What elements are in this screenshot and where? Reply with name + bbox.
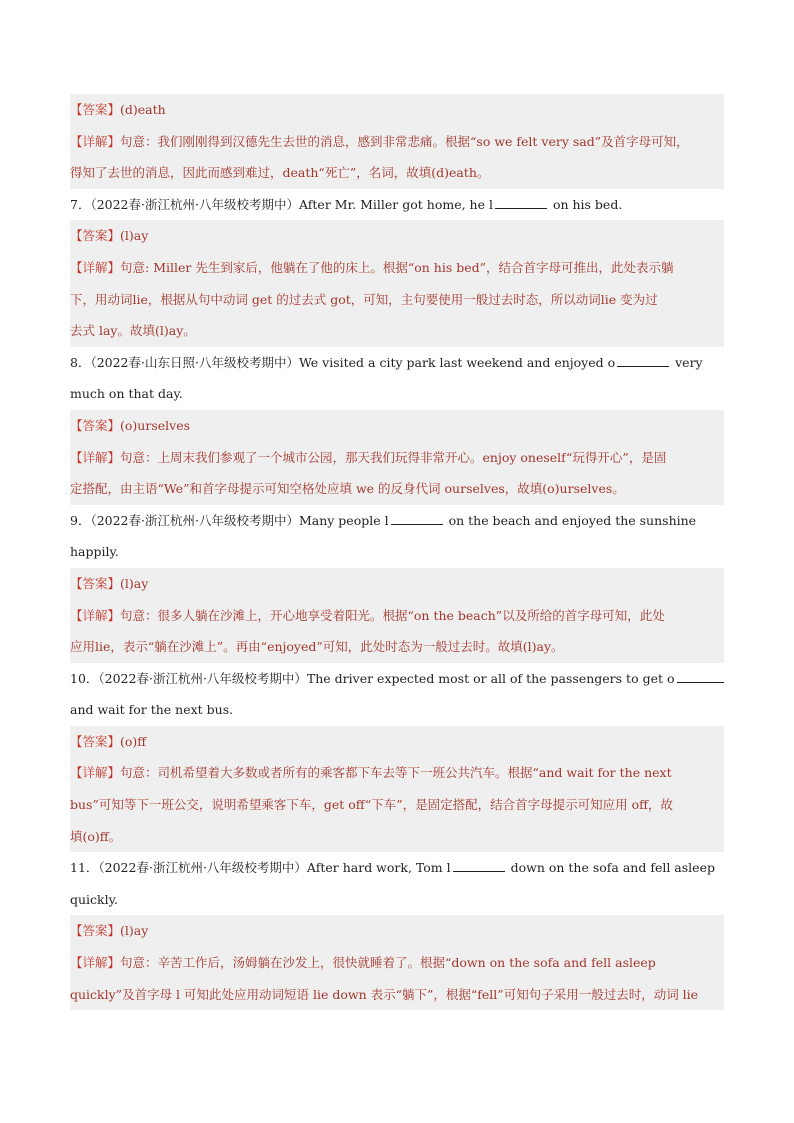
question-text: much on that day.	[70, 386, 183, 402]
answer-line	[70, 568, 724, 600]
detail-text: quickly”及首字母 l 可知此处应用动词短语 lie down 表示“躺下”，根据“fell”可知句子采用一般过去时，动词 lie	[70, 986, 699, 1002]
question-text: happily.	[70, 544, 119, 560]
answer-blank	[617, 354, 669, 367]
detail-text: 句意: Miller 先生到家后，他躺在了他的床上。根据“on his bed”，结合首字母可推出，此处表示躺	[120, 259, 674, 275]
answer-text: (o)ff	[120, 733, 147, 749]
answer-line	[70, 410, 724, 442]
detail-text: 填(o)ff。	[70, 828, 122, 844]
detail-line	[70, 157, 724, 189]
answer-line	[70, 726, 724, 758]
question-text: on his bed.	[548, 196, 623, 212]
question-text: and wait for the next bus.	[70, 702, 234, 718]
answer-blank	[495, 196, 547, 209]
question-text: 9．（2022春·浙江杭州·八年级校考期中）Many people l	[70, 512, 389, 528]
answer-tag: 【答案】	[70, 228, 121, 244]
detail-text: 定搭配，由主语“We”和首字母提示可知空格处应填 we 的反身代词 ourselves，故填(o)urselves。	[70, 481, 625, 497]
question-line	[70, 347, 724, 379]
detail-text: 下，用动词lie，根据从句中动词 get 的过去式 got，可知，主句要使用一般过去时态，所以动词lie 变为过	[70, 291, 658, 307]
answer-blank	[677, 670, 725, 683]
answer-tag: 【答案】	[70, 575, 121, 591]
answer-line	[70, 220, 724, 252]
question-text: 8．（2022春·山东日照·八年级校考期中）We visited a city park last weekend and enjoyed o	[70, 354, 616, 370]
detail-text: 句意：司机希望着大多数或者所有的乘客都下车去等下一班公共汽车。根据“and wait for the next	[120, 765, 672, 781]
question-text: very	[671, 354, 703, 370]
detail-tag: 【详解】	[70, 133, 121, 149]
answer-blank	[391, 512, 443, 525]
detail-text: 句意：上周末我们参观了一个城市公园，那天我们玩得非常开心。enjoy oneself“玩得开心”，是固	[120, 449, 667, 465]
detail-tag: 【详解】	[70, 449, 121, 465]
detail-line	[70, 473, 724, 505]
detail-line	[70, 315, 724, 347]
question-line	[70, 694, 724, 726]
detail-tag: 【详解】	[70, 259, 121, 275]
question-text: 10．（2022春·浙江杭州·八年级校考期中）The driver expected most or all of the passengers to get o	[70, 670, 675, 686]
detail-line	[70, 757, 724, 789]
answer-blank	[453, 859, 505, 872]
detail-line	[70, 284, 724, 316]
answer-tag: 【答案】	[70, 733, 121, 749]
question-line	[70, 505, 724, 537]
detail-line	[70, 252, 724, 284]
answer-tag: 【答案】	[70, 923, 121, 939]
question-line	[70, 189, 724, 221]
detail-line	[70, 631, 724, 663]
answer-line	[70, 94, 724, 126]
detail-text: bus”可知等下一班公交，说明希望乘客下车，get off“下车”，是固定搭配，结合首字母提示可知应用 off，故	[70, 797, 674, 813]
answer-line	[70, 915, 724, 947]
detail-text: 应用lie，表示“躺在沙滩上”。再由“enjoyed”可知，此处时态为一般过去时。故填(l)ay。	[70, 639, 564, 655]
question-line	[70, 536, 724, 568]
detail-tag: 【详解】	[70, 607, 121, 623]
detail-line	[70, 126, 724, 158]
question-text: 7．（2022春·浙江杭州·八年级校考期中）After Mr. Miller got home, he l	[70, 196, 493, 212]
detail-text: 句意：我们刚刚得到汉德先生去世的消息，感到非常悲痛。根据“so we felt very sad”及首字母可知，	[120, 133, 689, 149]
detail-line	[70, 600, 724, 632]
detail-text: 得知了去世的消息，因此而感到难过，death“死亡”，名词，故填(d)eath。	[70, 165, 490, 181]
question-text: quickly.	[70, 891, 118, 907]
question-text: on the beach and enjoyed the sunshine	[444, 512, 697, 528]
detail-text: 句意：辛苦工作后，汤姆躺在沙发上，很快就睡着了。根据“down on the sofa and fell asleep	[120, 955, 656, 971]
answer-tag: 【答案】	[70, 102, 121, 117]
answer-text: (l)ay	[120, 923, 149, 939]
question-text: down on the sofa and fell asleep	[506, 860, 715, 876]
question-line	[70, 378, 724, 410]
detail-line	[70, 789, 724, 821]
question-line	[70, 663, 724, 695]
question-line	[70, 884, 724, 916]
detail-text: 句意：很多人躺在沙滩上，开心地享受着阳光。根据“on the beach”以及所给的首字母可知，此处	[120, 607, 665, 623]
answer-text: (o)urselves	[120, 417, 191, 433]
document-page	[70, 94, 724, 1010]
detail-line	[70, 821, 724, 853]
detail-text: 去式 lay。故填(l)ay。	[70, 323, 196, 339]
detail-line	[70, 442, 724, 474]
question-text: 11．（2022春·浙江杭州·八年级校考期中）After hard work, Tom l	[70, 860, 451, 876]
answer-text: (d)eath	[120, 102, 166, 117]
answer-text: (l)ay	[120, 575, 149, 591]
detail-tag: 【详解】	[70, 765, 121, 781]
detail-line	[70, 979, 724, 1011]
detail-line	[70, 947, 724, 979]
question-line	[70, 852, 724, 884]
answer-tag: 【答案】	[70, 417, 121, 433]
answer-text: (l)ay	[120, 228, 149, 244]
detail-tag: 【详解】	[70, 955, 121, 971]
